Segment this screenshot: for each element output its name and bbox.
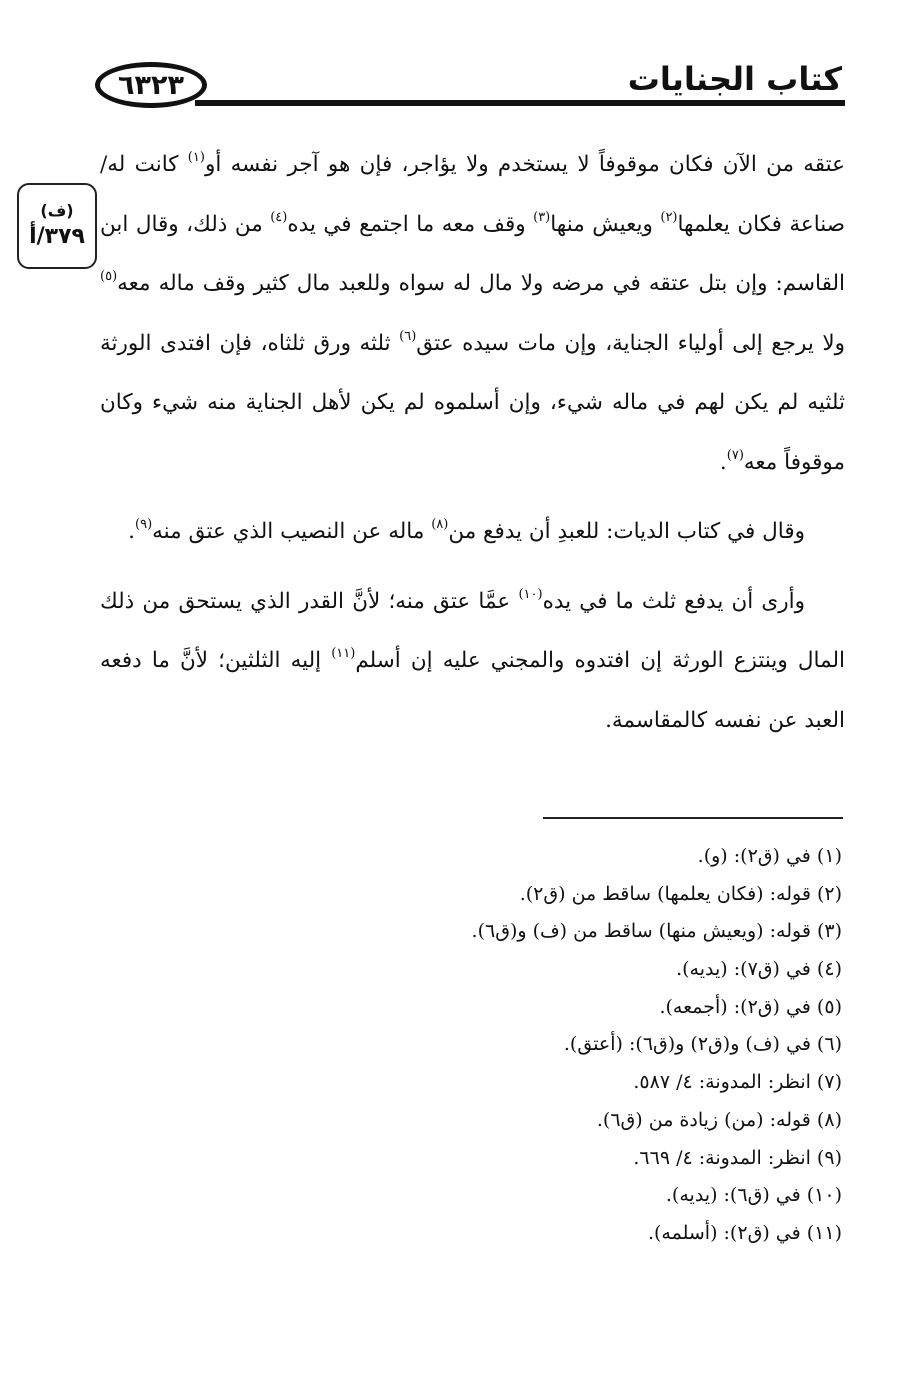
footnote-separator: [543, 817, 843, 819]
footnote-3: (٣) قوله: (ويعيش منها) ساقط من (ف) و(ق٦).: [471, 920, 842, 943]
footnote-11: (١١) في (ق٢): (أسلمه).: [647, 1221, 842, 1244]
text-run: ماله عن النصيب الذي عتق منه: [152, 519, 432, 544]
footnote-4: (٤) في (ق٧): (يديه).: [676, 958, 842, 981]
text-run: ولا يرجع إلى أولياء الجناية، وإن مات سيده عتق: [416, 330, 845, 356]
book-title: كتاب الجنايات: [622, 58, 842, 100]
footnotes: [97, 838, 842, 1253]
footnote-ref-11: (١١): [331, 646, 356, 661]
footnote-ref-5: (٥): [100, 269, 118, 284]
text-run: إليه الثلثين؛ لأنَّ ما دفعه العبد عن نفسه كالمقاسمة.: [100, 648, 845, 733]
paragraph-3: [100, 572, 845, 751]
footnote-10: (١٠) في (ق٦): (يديه).: [665, 1184, 842, 1207]
footnote-2: (٢) قوله: (فكان يعلمها) ساقط من (ق٢).: [519, 882, 842, 905]
paragraph-1: [100, 135, 845, 492]
footnote-9: (٩) انظر: المدونة: ٤/ ٦٦٩.: [633, 1146, 842, 1169]
paragraph-2: [100, 502, 845, 562]
text-run: كانت له/ صناعة فكان يعلمها: [100, 152, 845, 237]
footnote-ref-1: (١): [187, 150, 205, 165]
text-run: وأرى أن يدفع ثلث ما في يده: [542, 588, 805, 614]
page-number: ٦٣٢٣: [95, 62, 207, 108]
page-header: [0, 0, 914, 130]
footnote-ref-6: (٦): [399, 328, 417, 344]
footnote-ref-8: (٨): [431, 517, 449, 532]
header-rule: [195, 100, 845, 106]
footnote-ref-4: (٤): [270, 209, 288, 225]
folio-number: ٣٧٩/أ: [29, 224, 85, 249]
footnote-ref-7: (٧): [726, 447, 744, 463]
footnote-5: (٥) في (ق٢): (أجمعه).: [659, 995, 842, 1018]
footnote-ref-2: (٢): [660, 209, 678, 225]
footnote-1: (١) في (ق٢): (و).: [697, 845, 842, 867]
text-run: ثلثه ورق ثلثاه، فإن افتدى الورثة ثلثيه لم يكن لهم في ماله شيء، وإن أسلموه لم يكن لأهل الجناية منه شيء وكان موقوفاً معه: [100, 330, 845, 475]
footnote-6: (٦) في (ف) و(ق٢) و(ق٦): (أعتق).: [563, 1033, 842, 1056]
margin-folio-reference: [17, 183, 97, 269]
footnote-7: (٧) انظر: المدونة: ٤/ ٥٨٧.: [633, 1071, 842, 1094]
text-run: وقف معه ما اجتمع في يده: [287, 211, 534, 237]
manuscript-code: (ف): [40, 201, 74, 220]
footnote-ref-3: (٣): [533, 209, 551, 225]
footnote-ref-9: (٩): [135, 517, 153, 532]
text-run: عمَّا عتق منه؛ لأنَّ القدر الذي يستحق من ذلك المال وينتزع الورثة إن افتدوه والمجني عليه إن أسلم: [100, 588, 845, 673]
text-run: ويعيش منها: [550, 211, 661, 237]
text-run: .: [719, 449, 727, 475]
text-run: .: [128, 519, 136, 544]
footnote-8: (٨) قوله: (من) زيادة من (ق٦).: [596, 1108, 842, 1131]
text-run: عتقه من الآن فكان موقوفاً لا يستخدم ولا يؤاجر، فإن هو آجر نفسه أو: [204, 152, 845, 177]
footnote-ref-10: (١٠): [518, 586, 543, 602]
text-run: من ذلك، وقال ابن القاسم: وإن بتل عتقه في مرضه ولا مال له سواه وللعبد مال كثير وقف ماله معه: [100, 211, 845, 296]
main-text: [100, 135, 845, 750]
text-run: وقال في كتاب الديات: للعبدِ أن يدفع من: [448, 519, 805, 544]
